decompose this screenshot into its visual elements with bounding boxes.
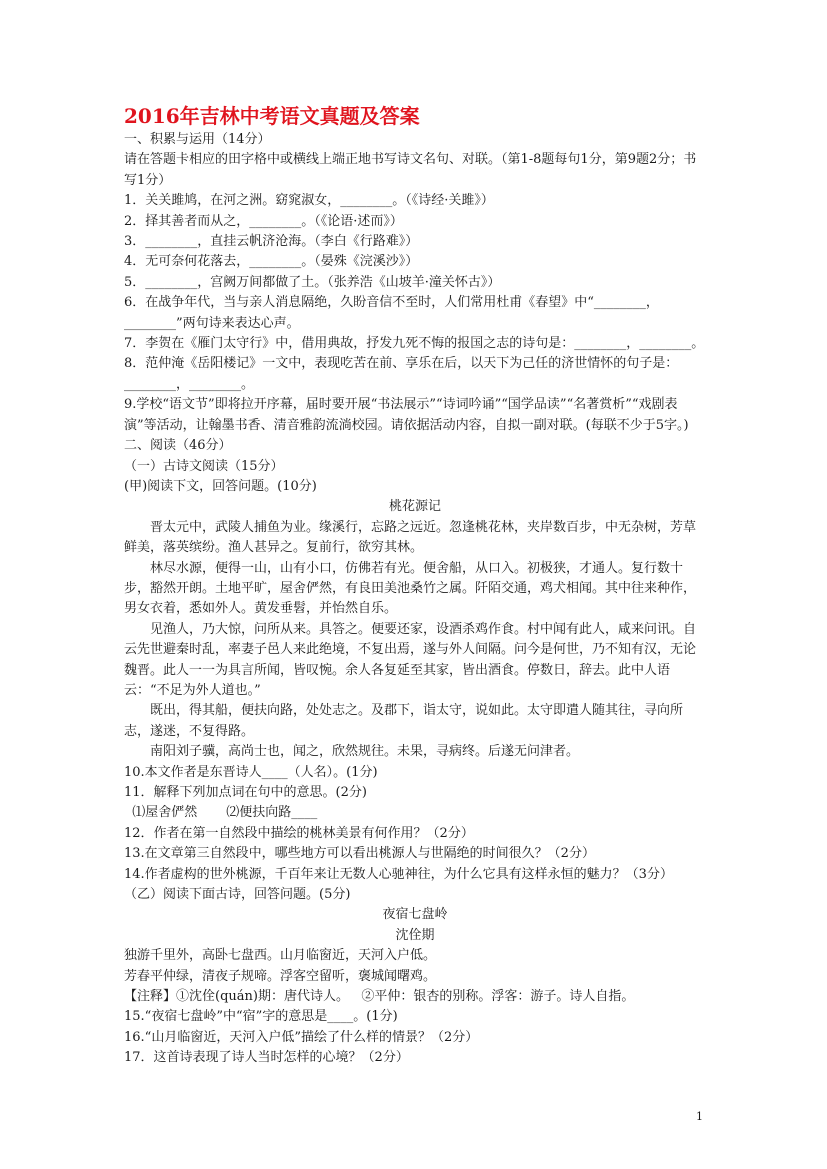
document-title: 2016年吉林中考语文真题及答案 [124,104,420,128]
text-line: 请在答题卡相应的田字格中或横线上端正地书写诗文名句、对联。（第1-8题每句1分，第9题2分；书写1分） [124,152,697,188]
text-line: 8．范仲淹《岳阳楼记》一文中，表现吃苦在前、享乐在后，以天下为己任的济世情怀的句子是：________，________。 [124,356,679,392]
text-line: 林尽水源，便得一山，山有小口，仿佛若有光。便舍船，从口入。初极狭，才通人。复行数十步，豁然开朗。土地平旷，屋舍俨然，有良田美池桑竹之属。阡陌交通，鸡犬相闻。其中往来种作，男女衣着，悉如外人。黄发垂髫，并怡然自乐。 [124,560,697,617]
text-line: （乙）阅读下面古诗，回答问题。(5分) [124,887,351,903]
text-line: 沈佺期 [395,927,435,943]
text-line: 15.“夜宿七盘岭”中“宿”字的意思是____。(1分) [124,1009,398,1025]
text-line: 一、积累与运用（14分） [124,132,271,147]
text-line: 桃花源记 [388,499,441,515]
text-line: 3．________，直挂云帆济沧海。（李白《行路难》） [124,234,419,250]
text-line: (甲)阅读下文，回答问题。(10分) [124,478,317,494]
text-line: 14.作者虚构的世外桃源，千百年来让无数人心驰神往，为什么它具有这样永恒的魅力？（3分） [124,866,673,882]
text-line: 16.“山月临窗近，天河入户低”描绘了什么样的情景？（2分） [124,1029,479,1045]
text-line: 独游千里外，高卧七盘西。山月临窗近，天河入户低。 [124,948,437,964]
text-line: 南阳刘子骥，高尚士也，闻之，欣然规往。未果，寻病终。后遂无问津者。 [150,744,580,760]
text-line: 11．解释下列加点词在句中的意思。(2分) [124,785,367,800]
text-line: 晋太元中，武陵人捕鱼为业。缘溪行，忘路之远近。忽逢桃花林，夹岸数百步，中无杂树，芳草鲜美，落英缤纷。渔人甚异之。复前行，欲穷其林。 [124,519,697,556]
page-number: 1 [696,1110,703,1123]
text-line: （一）古诗文阅读（15分） [124,458,284,474]
text-line: 4．无可奈何花落去，________。（晏殊《浣溪沙》） [124,254,419,270]
text-line: 芳春平仲绿，清夜子规啼。浮客空留听，褒城闻曙鸡。 [124,968,437,984]
text-line: 13.在文章第三自然段中，哪些地方可以看出桃源人与世隔绝的时间很久？（2分） [124,846,595,862]
text-line: 夜宿七盘岭 [382,907,448,923]
document-body [124,130,706,1069]
text-line: 见渔人，乃大惊，问所从来。具答之。便要还家，设酒杀鸡作食。村中闻有此人，咸来问讯。自云先世避秦时乱，率妻子邑人来此绝境，不复出焉，遂与外人间隔。问今是何世，乃不知有汉，无论魏晋。此人一一为具言所闻，皆叹惋。余人各复延至其家，皆出酒食。停数日，辞去。此中人语云：“不足为外人道也。” [124,621,697,698]
text-line: 1．关关雎鸠，在河之洲。窈窕淑女，________。（《诗经·关雎》） [124,193,494,209]
text-line: 【注释】①沈佺(quán)期：唐代诗人。 ②平仲：银杏的别称。浮客：游子。诗人自指。 [124,989,635,1005]
text-line: 2．择其善者而从之，________。（《论语·述而》） [124,213,403,229]
text-line: 5．________，宫阙万间都做了土。（张养浩《山坡羊·潼关怀古》） [124,274,501,290]
text-line: 二、阅读（46分） [124,438,232,454]
text-line: 6．在战争年代，当与亲人消息隔绝，久盼音信不至时，人们常用杜甫《春望》中“________，________”两句诗来表达心声。 [124,295,659,331]
text-line: 7．李贺在《雁门太守行》中，借用典故，抒发九死不悔的报国之志的诗句是：________，________。 [124,336,705,352]
text-line: ⑴屋舍俨然 ⑵便扶向路____ [124,805,318,821]
text-line: 9.学校“语文节”即将拉开序幕，届时要开展“书法展示”“诗词吟诵”“国学品读”“名著赏析”“戏剧表演”等活动，让翰墨书香、清音雅韵流淌校园。请依据活动内容，自拟一副对联。(每联不少于5字。) [124,397,689,433]
text-line: 10.本文作者是东晋诗人____（人名）。(1分) [124,764,378,780]
text-line: 12．作者在第一自然段中描绘的桃林美景有何作用？（2分） [124,825,474,841]
text-line: 17．这首诗表现了诗人当时怎样的心境？（2分） [124,1050,409,1066]
text-line: 既出，得其船，便扶向路，处处志之。及郡下，诣太守，说如此。太守即遣人随其往，寻向所志，遂迷，不复得路。 [124,703,684,739]
